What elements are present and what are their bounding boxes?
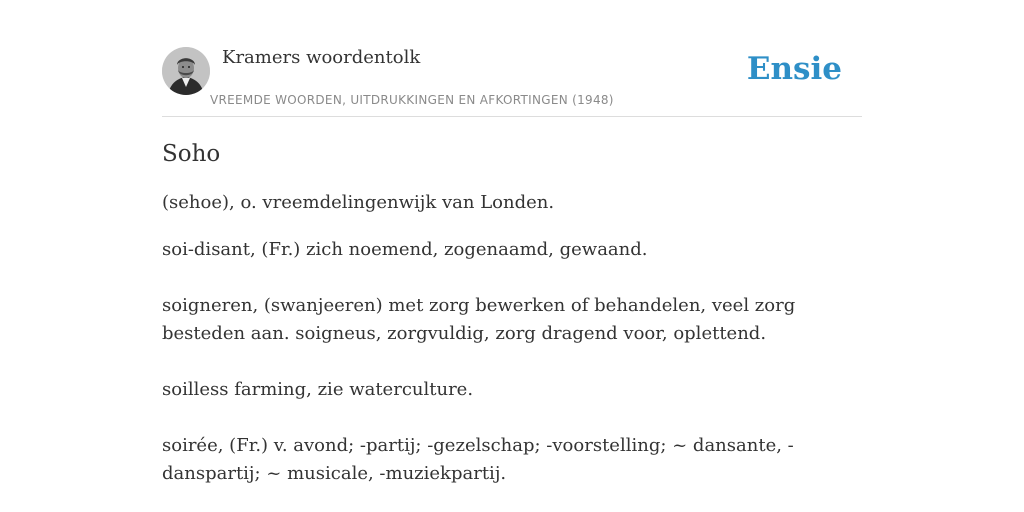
ensie-logo-link[interactable]: Ensie — [746, 51, 842, 87]
entry-paragraph: soilless farming, zie waterculture. — [162, 379, 474, 400]
author-portrait-avatar[interactable] — [162, 47, 210, 95]
entry-paragraph: soi-disant, (Fr.) zich noemend, zogenaamd, gewaand. — [162, 239, 648, 260]
entry-paragraph: soigneren, (swanjeeren) met zorg bewerken of behandelen, veel zorg besteden aan. soigneus, zorgvuldig, zorg dragend voor, oplettend. — [162, 295, 796, 344]
book-title[interactable]: Kramers woordentolk — [222, 47, 421, 68]
entry-definition: (sehoe), o. vreemdelingenwijk van Londen. — [162, 192, 555, 213]
entry-title: Soho — [162, 141, 221, 167]
entry-content — [162, 138, 862, 488]
page-header — [162, 44, 862, 117]
book-subtitle: VREEMDE WOORDEN, UITDRUKKINGEN EN AFKORTINGEN (1948) — [210, 93, 614, 107]
entry-paragraph: soirée, (Fr.) v. avond; -partij; -gezelschap; -voorstelling; ~ dansante, -danspartij; ~ musicale, -muziekpartij. — [162, 435, 794, 484]
